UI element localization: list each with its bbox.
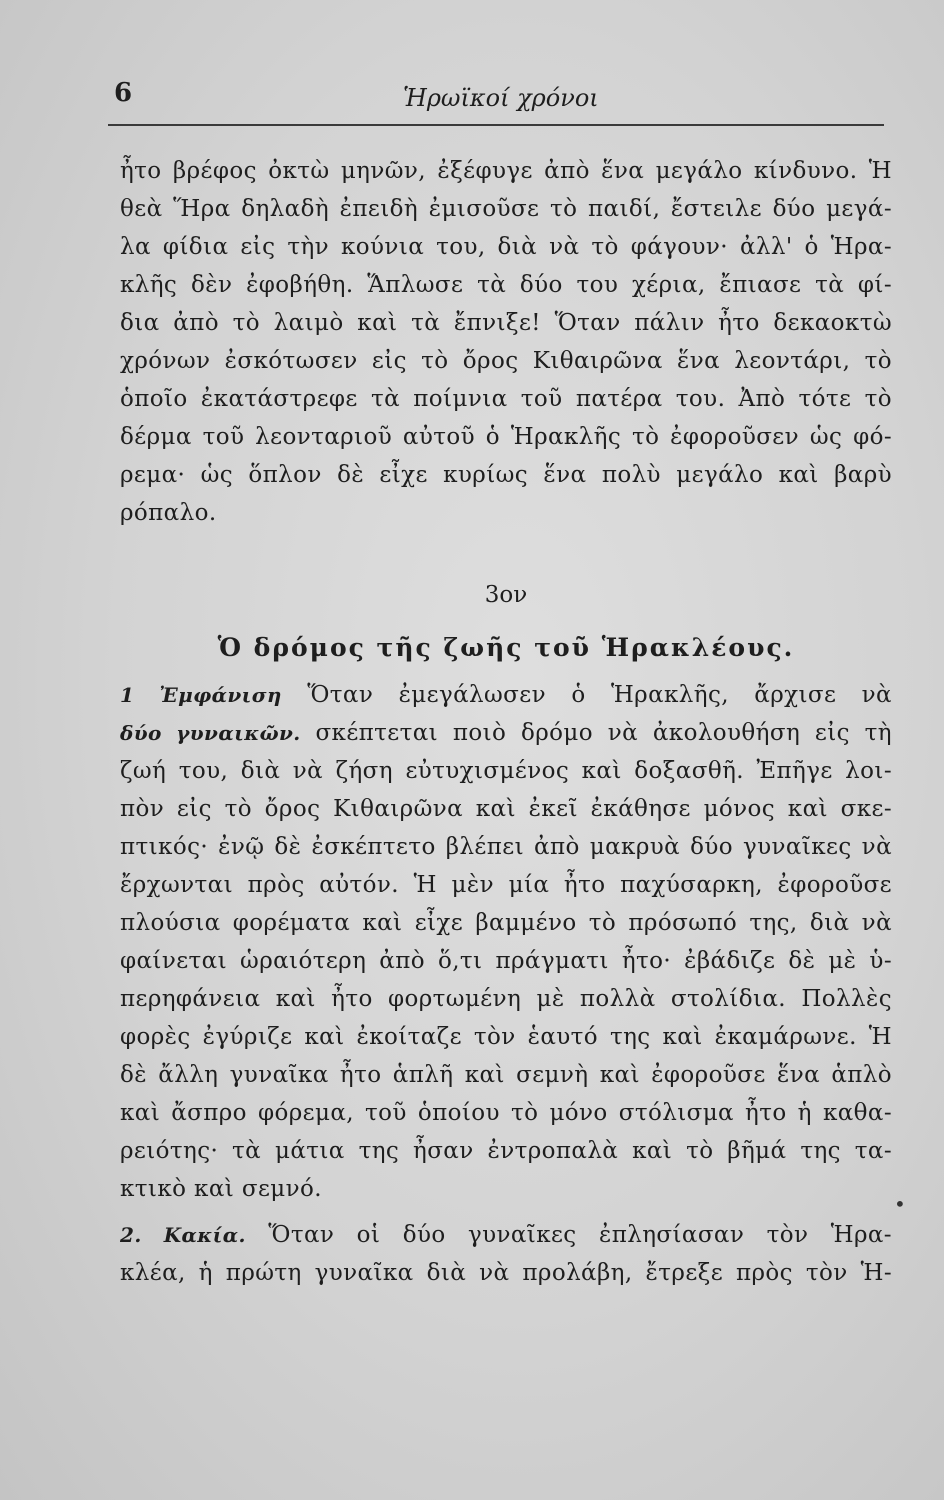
section-number: 3ον <box>484 582 528 608</box>
text-span: Ὅταν ἐμεγάλωσεν ὁ Ἡρακλῆς, ἄρχισε νὰ <box>307 682 892 708</box>
ink-spot-mark: • <box>894 1192 906 1216</box>
text-line: ζωή του, διὰ νὰ ζήση εὐτυχισμένος καὶ δοξασθῆ. Ἐπῆγε λοι- <box>120 758 892 784</box>
text-line: περηφάνεια καὶ ἦτο φορτωμένη μὲ πολλὰ στολίδια. Πολλὲς <box>120 986 892 1012</box>
text-line: κλέα, ἡ πρώτη γυναῖκα διὰ νὰ προλάβη, ἔτρεξε πρὸς τὸν Ἡ- <box>120 1260 892 1286</box>
text-line: ὁποῖο ἐκατάστρεφε τὰ ποίμνια τοῦ πατέρα του. Ἀπὸ τότε τὸ <box>120 386 892 412</box>
text-line: ρόπαλο. <box>120 500 217 526</box>
marginal-note: δύο γυναικῶν. <box>120 721 301 745</box>
text-line <box>120 676 892 714</box>
text-line: φαίνεται ὡραιότερη ἀπὸ ὅ,τι πράγματι ἦτο· ἐβάδιζε δὲ μὲ ὑ- <box>120 948 892 974</box>
text-line: δια ἀπὸ τὸ λαιμὸ καὶ τὰ ἔπνιξε! Ὅταν πάλιν ἦτο δεκαοκτὼ <box>120 310 892 336</box>
text-line: ἔρχωνται πρὸς αὐτόν. Ἡ μὲν μία ἦτο παχύσαρκη, ἐφοροῦσε <box>120 872 892 898</box>
marginal-note: 1 Ἐμφάνιση <box>120 683 282 707</box>
section-title: Ὁ δρόμος τῆς ζωῆς τοῦ Ἡρακλέους. <box>217 633 795 662</box>
text-line: φορὲς ἐγύριζε καὶ ἐκοίταζε τὸν ἑαυτό της καὶ ἐκαμάρωνε. Ἡ <box>120 1024 892 1050</box>
text-line <box>120 714 892 752</box>
text-line: δὲ ἄλλη γυναῖκα ἦτο ἁπλῆ καὶ σεμνὴ καὶ ἐφοροῦσε ἕνα ἁπλὸ <box>120 1062 892 1088</box>
text-line: πτικός· ἐνῷ δὲ ἐσκέπτετο βλέπει ἀπὸ μακρυὰ δύο γυναῖκες νὰ <box>120 834 892 860</box>
text-line: ρεμα· ὡς ὅπλον δὲ εἶχε κυρίως ἕνα πολὺ μεγάλο καὶ βαρὺ <box>120 462 892 488</box>
text-line: κλῆς δὲν ἐφοβήθη. Ἅπλωσε τὰ δύο του χέρια, ἔπιασε τὰ φί- <box>120 272 892 298</box>
page-body <box>120 152 892 1292</box>
text-line: κτικὸ καὶ σεμνό. <box>120 1176 322 1202</box>
page-number: 6 <box>114 78 133 108</box>
paragraph-vice <box>120 1216 892 1292</box>
text-line: θεὰ Ἥρα δηλαδὴ ἐπειδὴ ἐμισοῦσε τὸ παιδί, ἔστειλε δύο μεγά- <box>120 196 892 222</box>
text-line: λα φίδια εἰς τὴν κούνια του, διὰ νὰ τὸ φάγουν· ἀλλ' ὁ Ἡρα- <box>120 234 892 260</box>
header-rule <box>108 124 884 126</box>
paragraph-appearance <box>120 676 892 1208</box>
text-line: ἦτο βρέφος ὀκτὼ μηνῶν, ἐξέφυγε ἀπὸ ἕνα μεγάλο κίνδυνο. Ἡ <box>120 158 892 184</box>
text-line <box>120 1216 892 1254</box>
marginal-note: 2. Κακία. <box>120 1223 246 1247</box>
text-line: χρόνων ἐσκότωσεν εἰς τὸ ὄρος Κιθαιρῶνα ἕνα λεοντάρι, τὸ <box>120 348 892 374</box>
text-line: ρειότης· τὰ μάτια της ἦσαν ἐντροπαλὰ καὶ τὸ βῆμά της τα- <box>120 1138 892 1164</box>
text-line: πὸν εἰς τὸ ὄρος Κιθαιρῶνα καὶ ἐκεῖ ἐκάθησε μόνος καὶ σκε- <box>120 796 892 822</box>
page-header <box>108 78 884 126</box>
text-line: καὶ ἄσπρο φόρεμα, τοῦ ὁποίου τὸ μόνο στόλισμα ἦτο ἡ καθα- <box>120 1100 892 1126</box>
text-span: σκέπτεται ποιὸ δρόμο νὰ ἀκολουθήση εἰς τὴ <box>315 720 892 746</box>
text-span: Ὅταν οἱ δύο γυναῖκες ἐπλησίασαν τὸν Ἡρα- <box>268 1222 892 1248</box>
running-title: Ἡρωϊκοί χρόνοι <box>403 84 599 112</box>
text-line: πλούσια φορέματα καὶ εἶχε βαμμένο τὸ πρόσωπό της, διὰ νὰ <box>120 910 892 936</box>
intro-paragraph <box>120 152 892 532</box>
text-line: δέρμα τοῦ λεονταριοῦ αὐτοῦ ὁ Ἡρακλῆς τὸ ἐφοροῦσεν ὡς φό- <box>120 424 892 450</box>
